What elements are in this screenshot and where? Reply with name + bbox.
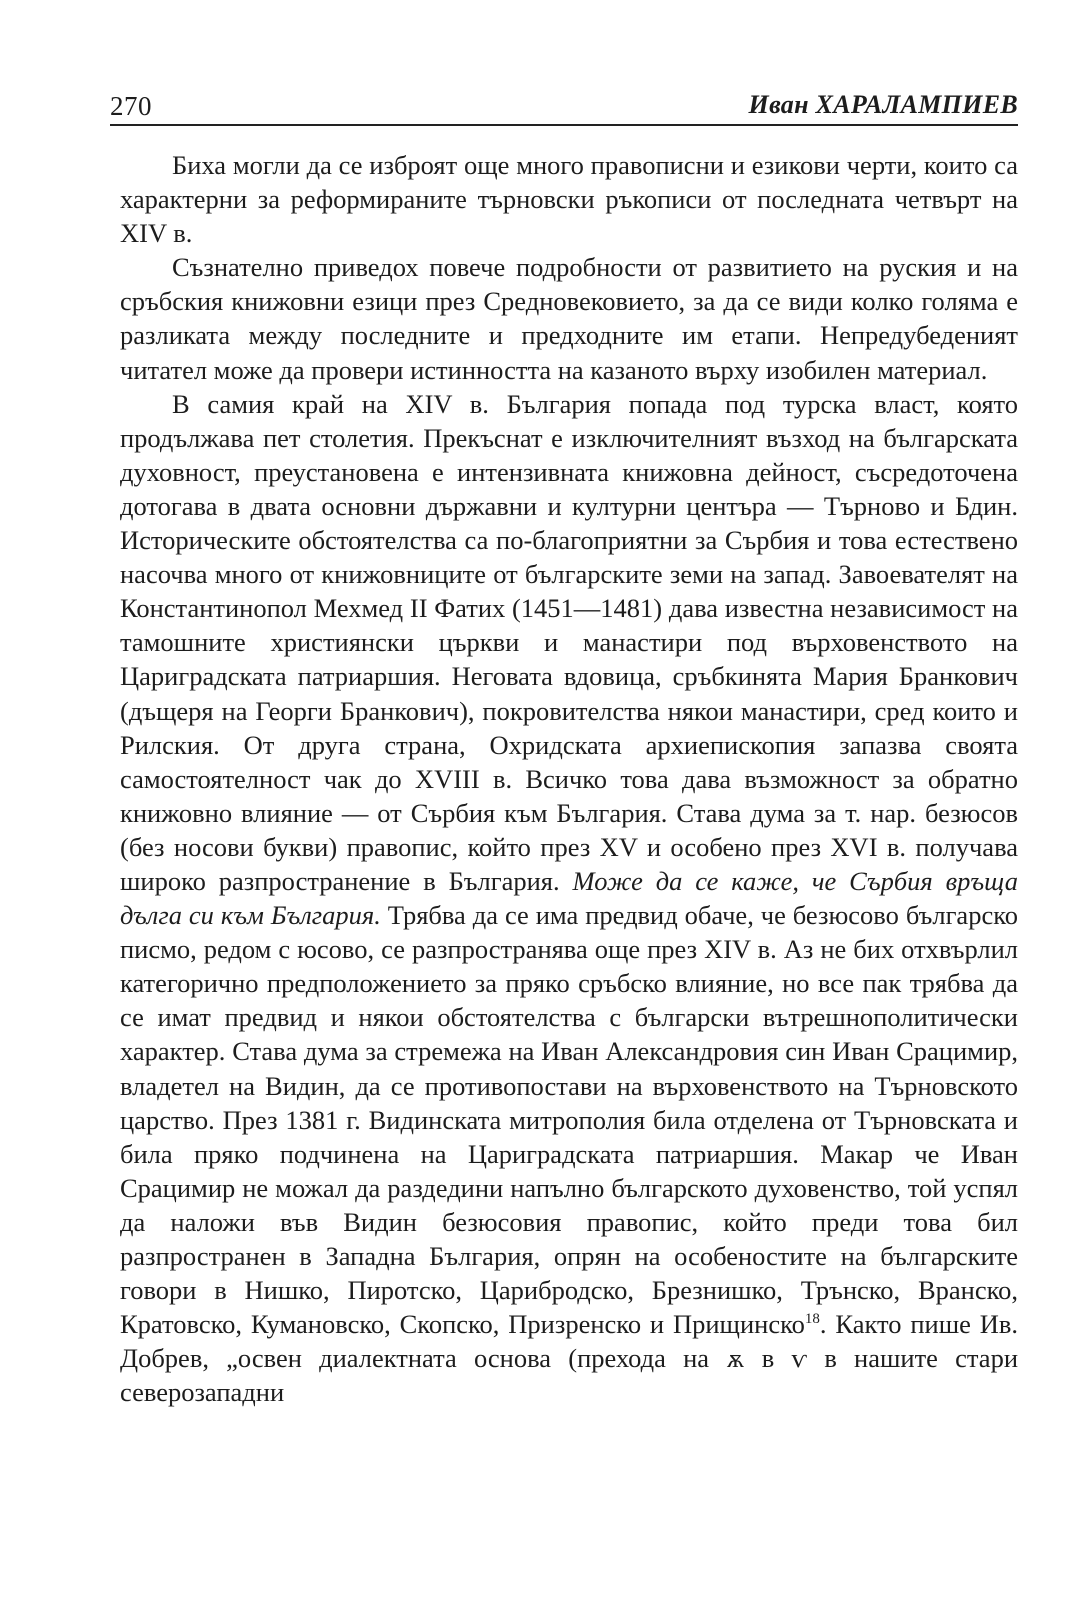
running-head <box>110 84 1018 126</box>
footnote-ref-18[interactable]: 18 <box>804 1311 820 1328</box>
paragraph-3-text-a: В самия край на XIV в. България попада под турска власт, която продължава пет столетия. Прекъснат е изключителният възход на българската духовност, преустановена е интензивната книжовна дейност, съсредоточена дотогава в двата основни държавни и културни центъра — Търново и Бдин. Историческите обстоятелства са по-благоприятни за Сърбия и това естествено насочва много от книжовниците от българските земи на запад. Завоевателят на Константинопол Мехмед II Фатих (1451—1481) дава известна независимост на тамошните християнски църкви и манастири под върховенството на Цариградската патриаршия. Неговата вдовица, сръбкинята Мария Бранкович (дъщеря на Георги Бранкович), покровителства някои манастири, сред които и Рилския. От друга страна, Охридската архиепископия запазва своята самостоятелност чак до XVIII в. Всичко това дава възможност за обратно книжовно влияние — от Сърбия към България. Става дума за т. нар. безюсов (без носови букви) правопис, който през XV и особено през XVI в. получава широко разпространение в България. <box>120 388 1018 896</box>
paragraph-3-text-b: Трябва да се има предвид обаче, че безюсово българско писмо, редом с юсово, се разпространява още през XIV в. Аз не бих отхвърлил категорично предположението за пряко сръбско влияние, но все пак трябва да се имат предвид и някои обстоятелства с български вътрешнополитически характер. Става дума за стремежа на Иван Александровия син Иван Срацимир, владетел на Видин, да се противопостави на върховенството на Търновското царство. През 1381 г. Видинската митрополия била отделена от Търновската и била пряко подчинена на Цариградската патриаршия. Макар че Иван Срацимир не можал да раздедини напълно българското духовенство, той успял да наложи във Видин безюсовия правопис, който преди това бил разпространен в Западна България, опрян на особеностите на българските говори в Нишко, Пиротско, Царибродско, Брезнишко, Трънско, Вранско, Кратовско, Кумановско, Скопско, Призренско и Прищинско <box>120 900 1018 1340</box>
paragraph-3-italic-sentence: Може да се каже, че Сърбия връща дълга си към България. <box>120 865 1019 931</box>
page-number: 270 <box>110 91 152 121</box>
paragraph-3-text-c: . Както пише Ив. Добрев, „освен диалектната основа (прехода на ѫ в ѵ в нашите стари северозападни <box>120 1309 1019 1408</box>
body-text <box>120 148 1018 1409</box>
paragraph-3 <box>120 387 1018 1410</box>
author-name: Иван ХАРАЛАМПИЕВ <box>748 90 1018 119</box>
paragraph-2: Съзнателно приведох повече подробности от развитието на руския и на сръбския книжовни езици през Средновековието, за да се види колко голяма е разликата между последните и предходните им етапи. Непредубеденият читател може да провери истинността на казаното върху изобилен материал. <box>120 252 1018 385</box>
paragraph-1: Биха могли да се изброят още много правописни и езикови черти, които са характерни за реформираните търновски ръкописи от последната четвърт на XIV в. <box>120 150 1018 249</box>
